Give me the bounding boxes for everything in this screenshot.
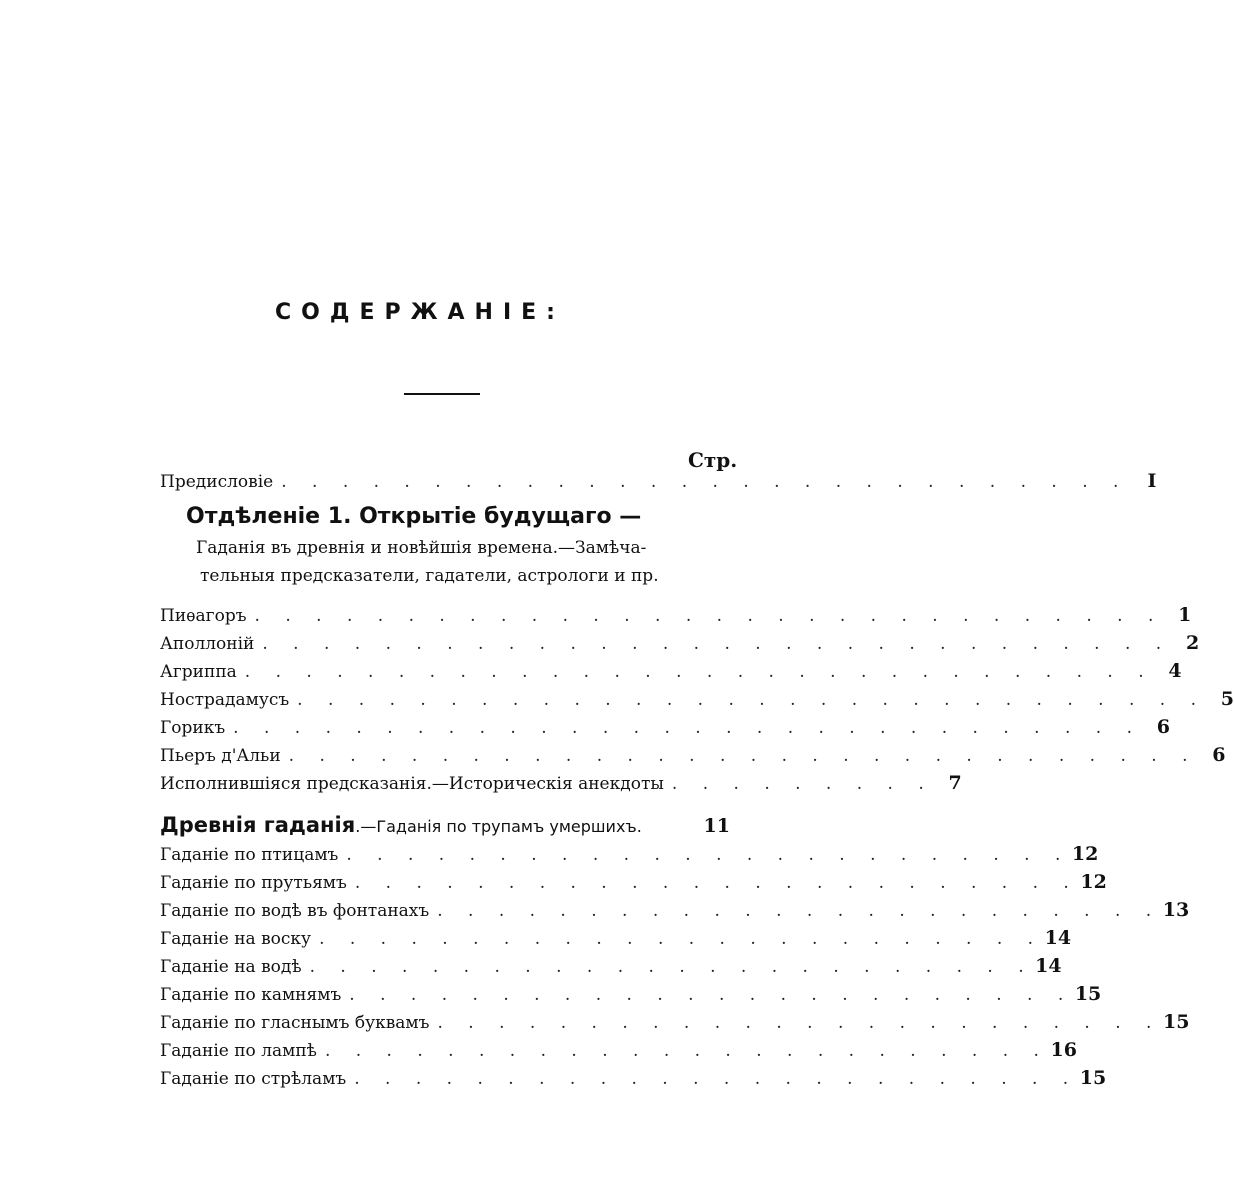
toc-entry-page: I xyxy=(1147,470,1157,492)
toc-entry-label: Гаданіе по птицамъ xyxy=(160,845,339,865)
toc-entry-label: Исполнившіяся предсказанія.—Историческія анекдоты xyxy=(160,774,664,794)
dot-leader: . . . . . . . . . . . . . . . . . . . . . . . . xyxy=(349,985,1074,1005)
toc-entry xyxy=(160,604,1192,626)
dot-leader: . . . . . . . . . . . . . . . . . . . . . . . . . . . . . . xyxy=(288,746,1198,766)
dot-leader: . . . . . . . . . . . . . . . . . . . . . . . . xyxy=(354,873,1079,893)
dot-leader: . . . . . . . . . . . . . . . . . . . . . . . . . . . . . . xyxy=(297,690,1206,710)
toc-entry-label: Агриппа xyxy=(160,662,237,682)
page-title: СОДЕРЖАНІЕ: xyxy=(275,300,565,325)
toc-entry xyxy=(160,955,1062,977)
toc-entry xyxy=(160,772,962,794)
toc-entry-page: 4 xyxy=(1168,660,1182,682)
section-heading: Отдѣленіе 1. Открытіе будущаго — xyxy=(186,504,642,529)
toc-entry-page: 15 xyxy=(1163,1011,1190,1033)
dot-leader: . . . . . . . . . . . . . . . . . . . . . . . . . . . . . . xyxy=(244,662,1154,682)
toc-entry-page: 1 xyxy=(1178,604,1192,626)
toc-entry-label xyxy=(160,813,642,837)
toc-entry-label: Пиѳагоръ xyxy=(160,606,247,626)
toc-entry-label: Предисловіе xyxy=(160,472,274,492)
toc-entry-page: 14 xyxy=(1035,955,1062,977)
toc-entry-label: Гаданіе по водѣ въ фонтанахъ xyxy=(160,901,430,921)
toc-entry-preface xyxy=(160,470,1157,492)
toc-entry-page: 11 xyxy=(703,815,730,837)
dot-leader: . . . . . . . . . . . . . . . . . . . . . . . . . . . . . . xyxy=(233,718,1142,738)
toc-entry xyxy=(160,843,1099,865)
title-divider xyxy=(404,393,480,395)
toc-entry-label: Гаданіе по гласнымъ буквамъ xyxy=(160,1013,430,1033)
toc-entry-page: 15 xyxy=(1079,1067,1107,1089)
dot-leader: . . . . . . . . . . . . . . . . . . . . . . . . . . . . . . xyxy=(254,606,1164,626)
toc-entry-label: Аполлоній xyxy=(160,634,255,654)
toc-entry-page: 12 xyxy=(1080,871,1107,893)
toc-entry-ancient-heading xyxy=(160,813,730,837)
dot-leader: . . . . . . . . . . . . . . . . . . . . . . . . xyxy=(309,957,1034,977)
toc-entry xyxy=(160,1011,1190,1033)
toc-entry-label: Пьеръ д'Альи xyxy=(160,746,281,766)
dot-leader: . . . . . . . . . . . . . . . . . . . . . . . . . . . . . . xyxy=(262,634,1172,654)
dot-leader: . . . . . . . . . . . . . . . . . . . . . . . . xyxy=(354,1069,1079,1089)
toc-entry-label: Гаданіе на воску xyxy=(160,929,312,949)
section-description-line-1: Гаданія въ древнія и новѣйшія времена.—Замѣча- xyxy=(196,538,647,558)
toc-entry-page: 7 xyxy=(948,772,962,794)
dot-leader: . . . . . . . . . . . . . . . . . . . . . . . . xyxy=(437,901,1162,921)
toc-entry-label: Нострадамусъ xyxy=(160,690,290,710)
toc-entry-page: 5 xyxy=(1220,688,1234,710)
ancient-heading-strong: Древнія гаданія xyxy=(160,813,356,837)
toc-entry-label: Горикъ xyxy=(160,718,226,738)
dot-leader: . . . . . . . . . . . . . . . . . . . . . . . . xyxy=(437,1013,1162,1033)
toc-entry-page: 12 xyxy=(1071,843,1099,865)
toc-entry-page: 6 xyxy=(1212,744,1226,766)
dot-leader: . . . . . . . . . . . . . . . . . . . . . . . . . . . . xyxy=(281,472,1129,492)
toc-entry-label: Гаданіе по стрѣламъ xyxy=(160,1069,347,1089)
toc-entry-page: 15 xyxy=(1074,983,1102,1005)
toc-entry xyxy=(160,1067,1107,1089)
toc-entry xyxy=(160,871,1107,893)
dot-leader: . . . . . . . . . xyxy=(671,774,934,794)
toc-entry-label: Гаданіе по лампѣ xyxy=(160,1041,317,1061)
toc-entry xyxy=(160,632,1200,654)
toc-entry xyxy=(160,716,1170,738)
section-description-line-2: тельныя предсказатели, гадатели, астрологи и пр. xyxy=(200,566,659,586)
toc-entry-page: 16 xyxy=(1050,1039,1077,1061)
page-column-label: Стр. xyxy=(688,448,738,472)
dot-leader: . . . . . . . . . . . . . . . . . . . . . . . . xyxy=(324,1041,1049,1061)
toc-entry xyxy=(160,660,1182,682)
ancient-heading-rest: .—Гаданія по трупамъ умершихъ. xyxy=(355,817,642,836)
toc-entry-page: 6 xyxy=(1156,716,1170,738)
toc-entry xyxy=(160,688,1234,710)
toc-entry xyxy=(160,983,1102,1005)
toc-entry-page: 13 xyxy=(1162,899,1190,921)
dot-leader: . . . . . . . . . . . . . . . . . . . . . . . . xyxy=(346,845,1071,865)
toc-entry-page: 2 xyxy=(1185,632,1200,654)
toc-entry xyxy=(160,899,1190,921)
toc-entry-page: 14 xyxy=(1044,927,1072,949)
toc-entry xyxy=(160,1039,1077,1061)
toc-entry xyxy=(160,927,1072,949)
dot-leader: . . . . . . . . . . . . . . . . . . . . . . . . xyxy=(319,929,1044,949)
toc-entry-label: Гаданіе по прутьямъ xyxy=(160,873,347,893)
toc-entry-label: Гаданіе по камнямъ xyxy=(160,985,342,1005)
toc-entry-label: Гаданіе на водѣ xyxy=(160,957,302,977)
toc-entry xyxy=(160,744,1226,766)
